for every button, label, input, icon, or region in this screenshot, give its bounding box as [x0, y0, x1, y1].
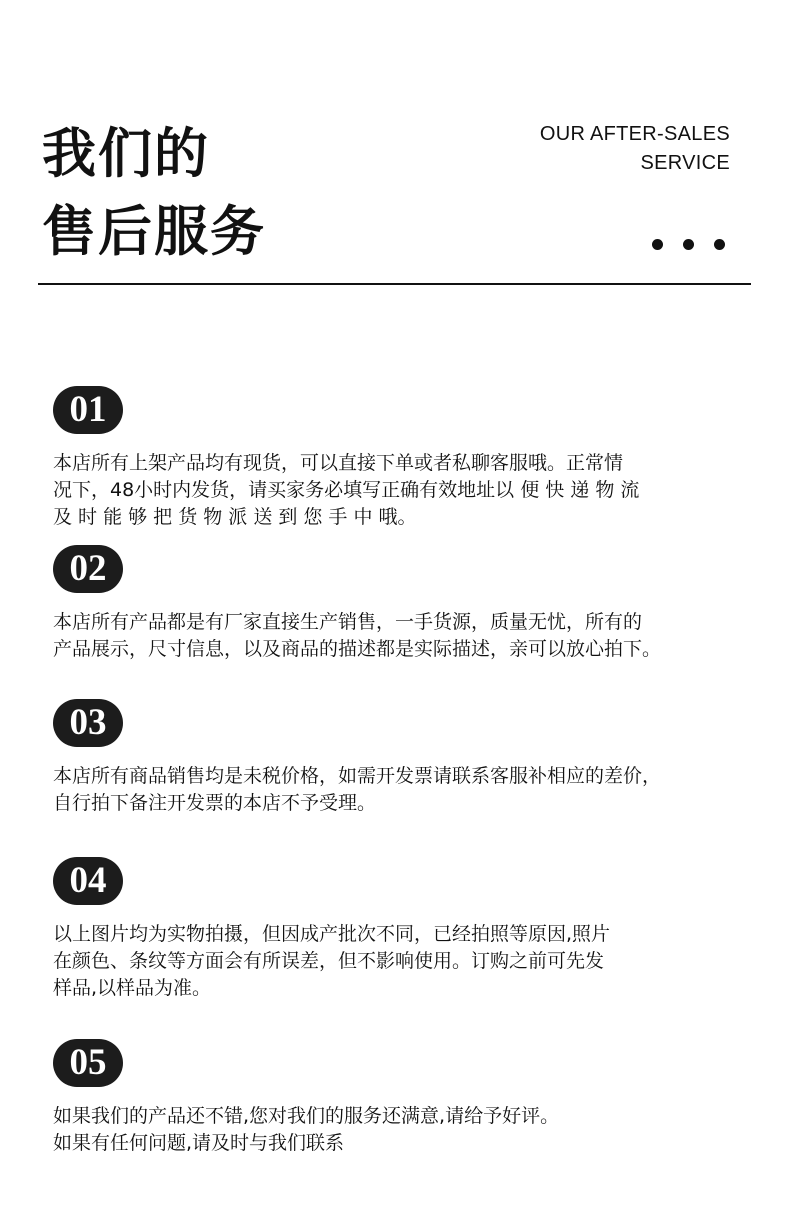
page-title-line-2: 售后服务	[42, 200, 266, 263]
page-title-line-1: 我们的	[42, 122, 210, 185]
text-line: 况下，48小时内发货，请买家务必填写正确有效地址以 便 快 递 物 流	[53, 479, 640, 501]
text-line: 及 时 能 够 把 货 物 派 送 到 您 手 中 哦。	[53, 506, 417, 528]
service-section-03	[53, 699, 783, 817]
text-line: 在颜色、条纹等方面会有所误差，但不影响使用。订购之前可先发	[53, 950, 605, 972]
section-number-badge: 04	[53, 857, 123, 905]
text-line: 如果有任何问题,请及时与我们联系	[53, 1132, 345, 1154]
subtitle-line-1: OUR AFTER-SALES	[539, 123, 730, 145]
section-number-badge: 02	[53, 545, 123, 593]
text-line: 如果我们的产品还不错,您对我们的服务还满意,请给予好评。	[53, 1105, 560, 1127]
section-text	[53, 450, 783, 531]
ellipsis-dots-icon	[652, 239, 727, 253]
dot-icon	[714, 239, 725, 250]
text-line: 以上图片均为实物拍摄，但因成产批次不同，已经拍照等原因,照片	[53, 923, 611, 945]
header-divider	[38, 283, 751, 285]
section-text	[53, 609, 783, 663]
service-section-01	[53, 386, 783, 531]
text-line: 自行拍下备注开发票的本店不予受理。	[53, 792, 377, 814]
text-line: 本店所有上架产品均有现货，可以直接下单或者私聊客服哦。正常情	[53, 452, 624, 474]
service-section-05	[53, 1039, 783, 1157]
text-line: 本店所有产品都是有厂家直接生产销售，一手货源，质量无忧，所有的	[53, 611, 643, 633]
english-subtitle	[540, 120, 730, 178]
section-number-badge: 03	[53, 699, 123, 747]
section-text	[53, 1103, 783, 1157]
dot-icon	[683, 239, 694, 250]
service-section-02	[53, 545, 783, 663]
section-text	[53, 763, 783, 817]
section-number-badge: 05	[53, 1039, 123, 1087]
dot-icon	[652, 239, 663, 250]
text-line: 产品展示，尺寸信息，以及商品的描述都是实际描述，亲可以放心拍下。	[53, 638, 662, 660]
text-line: 本店所有商品销售均是未税价格，如需开发票请联系客服补相应的差价，	[53, 765, 662, 787]
service-section-04	[53, 857, 783, 1002]
section-number-badge: 01	[53, 386, 123, 434]
subtitle-line-2: SERVICE	[640, 152, 730, 174]
section-text	[53, 921, 783, 1002]
text-line: 样品,以样品为准。	[53, 977, 212, 999]
